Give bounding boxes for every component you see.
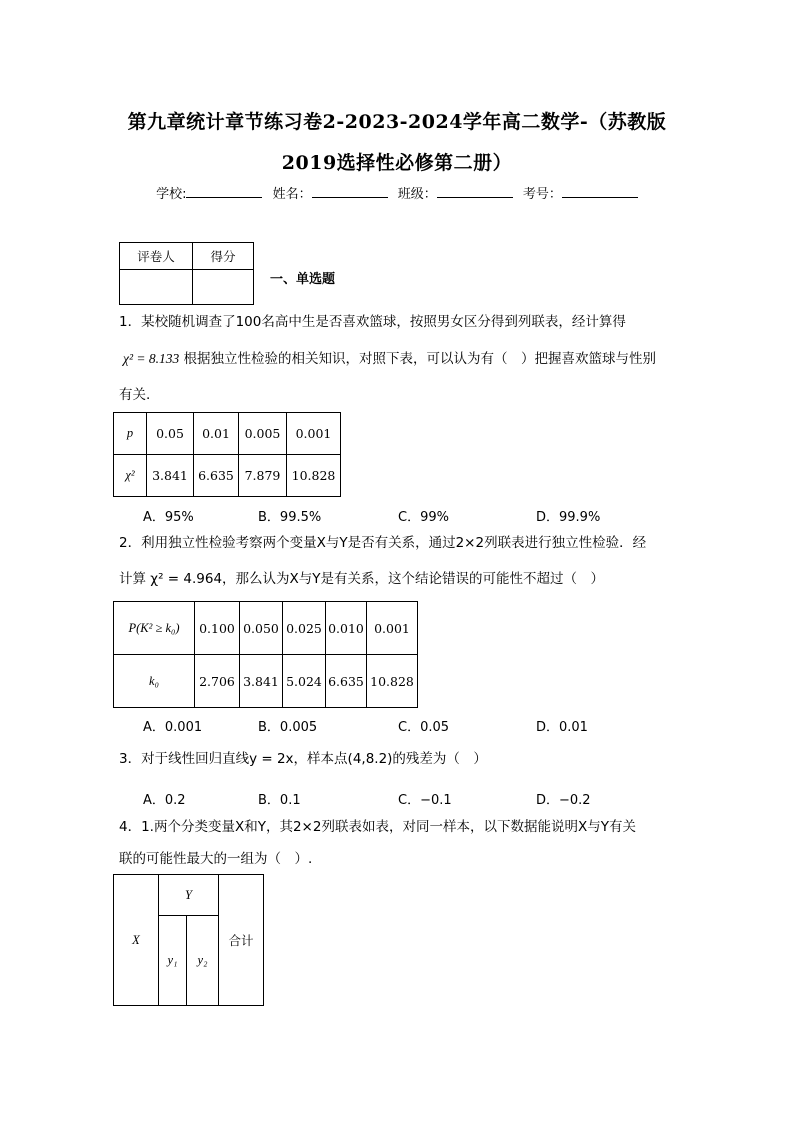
table-cell: 10.828 bbox=[367, 655, 418, 708]
table-cell: 0.01 bbox=[194, 413, 239, 455]
q3-option-b[interactable]: B．0.1 bbox=[258, 793, 301, 808]
q4-line-2: 联的可能性最大的一组为（ ）. bbox=[119, 851, 313, 867]
score-box bbox=[119, 242, 254, 305]
section-title: 一、单选题 bbox=[270, 272, 336, 287]
q3-option-a[interactable]: A．0.2 bbox=[143, 793, 186, 808]
name-blank[interactable] bbox=[312, 185, 388, 198]
table-cell: 6.635 bbox=[326, 655, 367, 708]
table-cell: 合计 bbox=[219, 875, 264, 1006]
table-cell: 2.706 bbox=[195, 655, 240, 708]
title-line-1: 第九章统计章节练习卷2-2023-2024学年高二数学-（苏教版 bbox=[127, 111, 667, 133]
title-line-2: 2019选择性必修第二册） bbox=[281, 152, 513, 174]
table-row bbox=[114, 455, 341, 497]
table-row bbox=[114, 875, 264, 916]
q4-table bbox=[113, 874, 264, 1006]
q1-line-2 bbox=[123, 352, 656, 367]
q2-option-c[interactable]: C．0.05 bbox=[398, 720, 450, 735]
exam-no-label: 考号： bbox=[522, 187, 562, 202]
score-label: 得分 bbox=[193, 243, 254, 270]
school-label: 学校: bbox=[156, 187, 187, 202]
grader-label: 评卷人 bbox=[120, 243, 193, 270]
table-row bbox=[114, 413, 341, 455]
q1-table bbox=[113, 412, 341, 497]
table-cell: χ² bbox=[114, 455, 147, 497]
table-cell: 5.024 bbox=[283, 655, 326, 708]
table-cell: 0.001 bbox=[287, 413, 341, 455]
table-cell: 0.100 bbox=[195, 602, 240, 655]
grader-cell[interactable] bbox=[120, 270, 193, 305]
q1-line-2-text: 根据独立性检验的相关知识，对照下表，可以认为有（ ）把握喜欢篮球与性别 bbox=[183, 351, 657, 367]
q1-option-d[interactable]: D．99.9% bbox=[536, 510, 601, 525]
q2-option-b[interactable]: B．0.005 bbox=[258, 720, 318, 735]
table-cell: 6.635 bbox=[194, 455, 239, 497]
table-cell: 0.010 bbox=[326, 602, 367, 655]
table-cell: y₂ bbox=[187, 916, 219, 1006]
score-cell[interactable] bbox=[193, 270, 254, 305]
name-label: 姓名： bbox=[272, 187, 312, 202]
class-label: 班级： bbox=[397, 187, 437, 202]
q1-option-c[interactable]: C．99% bbox=[398, 510, 449, 525]
q1-line-3: 有关. bbox=[119, 387, 151, 403]
table-cell: 0.050 bbox=[240, 602, 283, 655]
q1-line-1: 1．某校随机调查了100名高中生是否喜欢篮球，按照男女区分得到列联表，经计算得 bbox=[119, 314, 626, 330]
table-cell: X bbox=[114, 875, 159, 1006]
q2-option-a[interactable]: A．0.001 bbox=[143, 720, 203, 735]
exam-no-blank[interactable] bbox=[562, 185, 638, 198]
table-row bbox=[114, 602, 418, 655]
school-blank[interactable] bbox=[186, 185, 262, 198]
q2-line-2: 计算 χ² = 4.964，那么认为X与Y是有关系，这个结论错误的可能性不超过（ ） bbox=[119, 571, 605, 587]
table-cell: 0.005 bbox=[239, 413, 287, 455]
table-cell: 7.879 bbox=[239, 455, 287, 497]
q1-option-b[interactable]: B．99.5% bbox=[258, 510, 322, 525]
table-cell: Y bbox=[159, 875, 219, 916]
q1-option-a[interactable]: A．95% bbox=[143, 510, 194, 525]
class-blank[interactable] bbox=[437, 185, 513, 198]
table-row bbox=[114, 655, 418, 708]
table-cell: 0.025 bbox=[283, 602, 326, 655]
table-cell: 0.001 bbox=[367, 602, 418, 655]
q2-option-d[interactable]: D．0.01 bbox=[536, 720, 588, 735]
q3-option-d[interactable]: D．−0.2 bbox=[536, 793, 591, 808]
table-cell: p bbox=[114, 413, 147, 455]
q3-line-1: 3．对于线性回归直线y = 2x，样本点(4,8.2)的残差为（ ） bbox=[119, 751, 487, 767]
q3-option-c[interactable]: C．−0.1 bbox=[398, 793, 452, 808]
table-cell: 10.828 bbox=[287, 455, 341, 497]
q1-chi-expression: χ² = 8.133 bbox=[123, 351, 180, 366]
table-cell: P(K² ≥ k₀) bbox=[114, 602, 195, 655]
table-cell: y₁ bbox=[159, 916, 187, 1006]
table-cell: 0.05 bbox=[147, 413, 194, 455]
q4-line-1: 4．1.两个分类变量X和Y，其2×2列联表如表，对同一样本，以下数据能说明X与Y有关 bbox=[119, 819, 636, 835]
table-cell: 3.841 bbox=[240, 655, 283, 708]
table-cell: 3.841 bbox=[147, 455, 194, 497]
q2-table bbox=[113, 601, 418, 708]
q2-line-1: 2．利用独立性检验考察两个变量X与Y是否有关系，通过2×2列联表进行独立性检验．经 bbox=[119, 535, 647, 551]
student-info bbox=[0, 183, 794, 202]
table-cell: k₀ bbox=[114, 655, 195, 708]
